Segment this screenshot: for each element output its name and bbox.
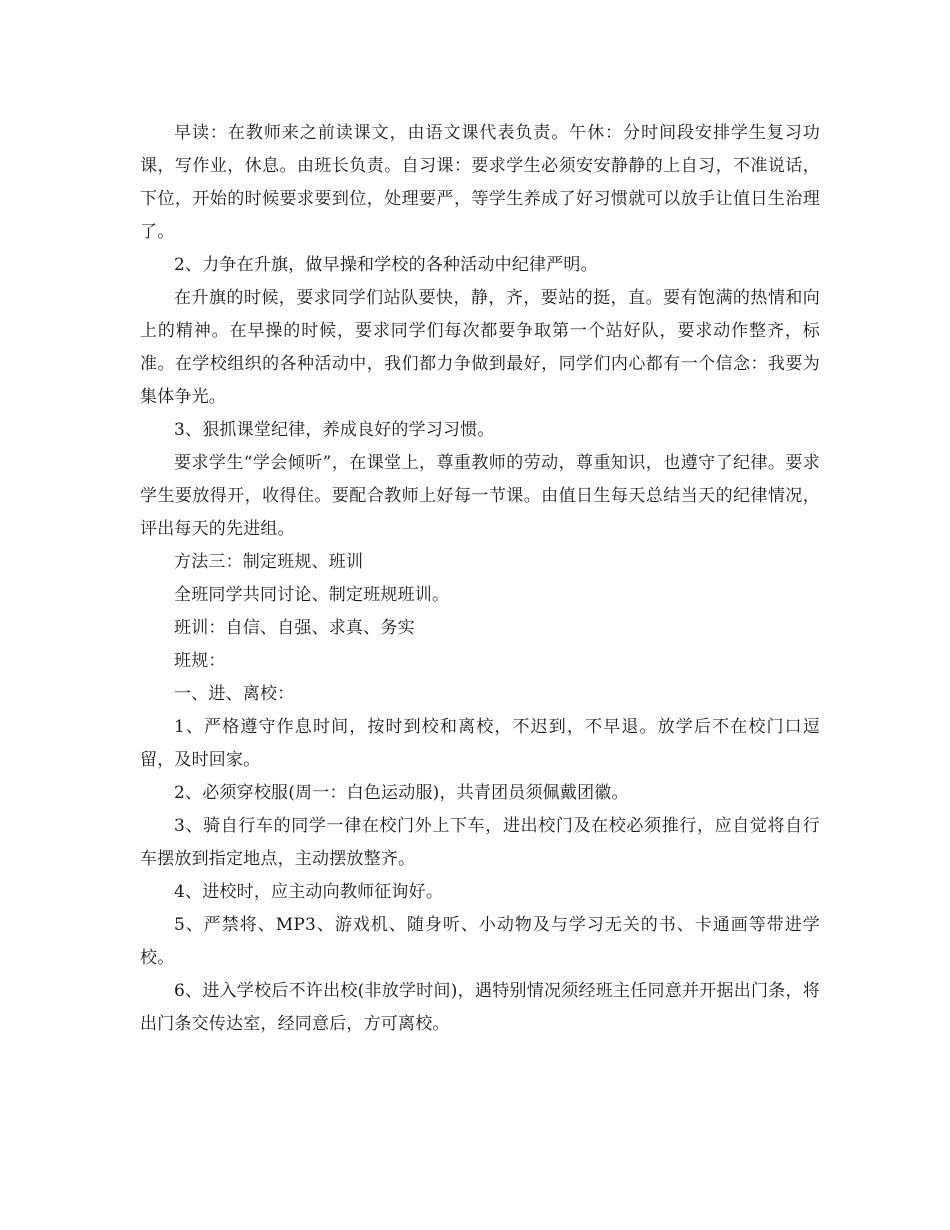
paragraph-flag-raising: 在升旗的时候，要求同学们站队要快，静，齐，要站的挺，直。要有饱满的热情和向上的精神。在早操的时候，要求同学们每次都要争取第一个站好队，要求动作整齐，标准。在学校组织的各种活动中，我们都力争做到最好，同学们内心都有一个信念：我要为集体争光。 bbox=[140, 288, 820, 407]
paragraph-class-rules: 班规： bbox=[174, 651, 226, 671]
paragraph-class-motto: 班训：自信、自强、求真、务实 bbox=[174, 618, 415, 638]
paragraph-method-three: 方法三：制定班规、班训 bbox=[174, 552, 364, 572]
paragraph-rule-1: 1、严格遵守作息时间，按时到校和离校，不迟到，不早退。放学后不在校门口逗留，及时回家。 bbox=[140, 717, 820, 770]
paragraph-discussion: 全班同学共同讨论、制定班规班训。 bbox=[174, 585, 450, 605]
paragraph-heading-2: 2、力争在升旗，做早操和学校的各种活动中纪律严明。 bbox=[174, 255, 598, 275]
paragraph-classroom-discipline: 要求学生“学会倾听”，在课堂上，尊重教师的劳动，尊重知识，也遵守了纪律。要求学生要放得开，收得住。要配合教师上好每一节课。由值日生每天总结当天的纪律情况，评出每天的先进组。 bbox=[140, 453, 820, 539]
paragraph-rule-3: 3、骑自行车的同学一律在校门外上下车，进出校门及在校必须推行，应自觉将自行车摆放到指定地点，主动摆放整齐。 bbox=[140, 816, 820, 869]
document-body bbox=[140, 117, 820, 1041]
paragraph-rule-5: 5、严禁将、MP3、游戏机、随身听、小动物及与学习无关的书、卡通画等带进学校。 bbox=[140, 915, 820, 968]
paragraph-section-one: 一、进、离校： bbox=[174, 684, 295, 704]
paragraph-heading-3: 3、狠抓课堂纪律，养成良好的学习习惯。 bbox=[174, 420, 495, 440]
paragraph-rule-4: 4、进校时，应主动向教师征询好。 bbox=[174, 882, 444, 902]
paragraph-rule-6: 6、进入学校后不许出校(非放学时间)，遇特别情况须经班主任同意并开据出门条，将出门条交传达室，经同意后，方可离校。 bbox=[140, 981, 820, 1034]
paragraph-rule-2: 2、必须穿校服(周一：白色运动服)，共青团员须佩戴团徽。 bbox=[174, 783, 629, 803]
paragraph-study-schedule: 早读：在教师来之前读课文，由语文课代表负责。午休：分时间段安排学生复习功课，写作业，休息。由班长负责。自习课：要求学生必须安安静静的上自习，不准说话，下位，开始的时候要求要到位，处理要严，等学生养成了好习惯就可以放手让值日生治理了。 bbox=[140, 123, 820, 242]
